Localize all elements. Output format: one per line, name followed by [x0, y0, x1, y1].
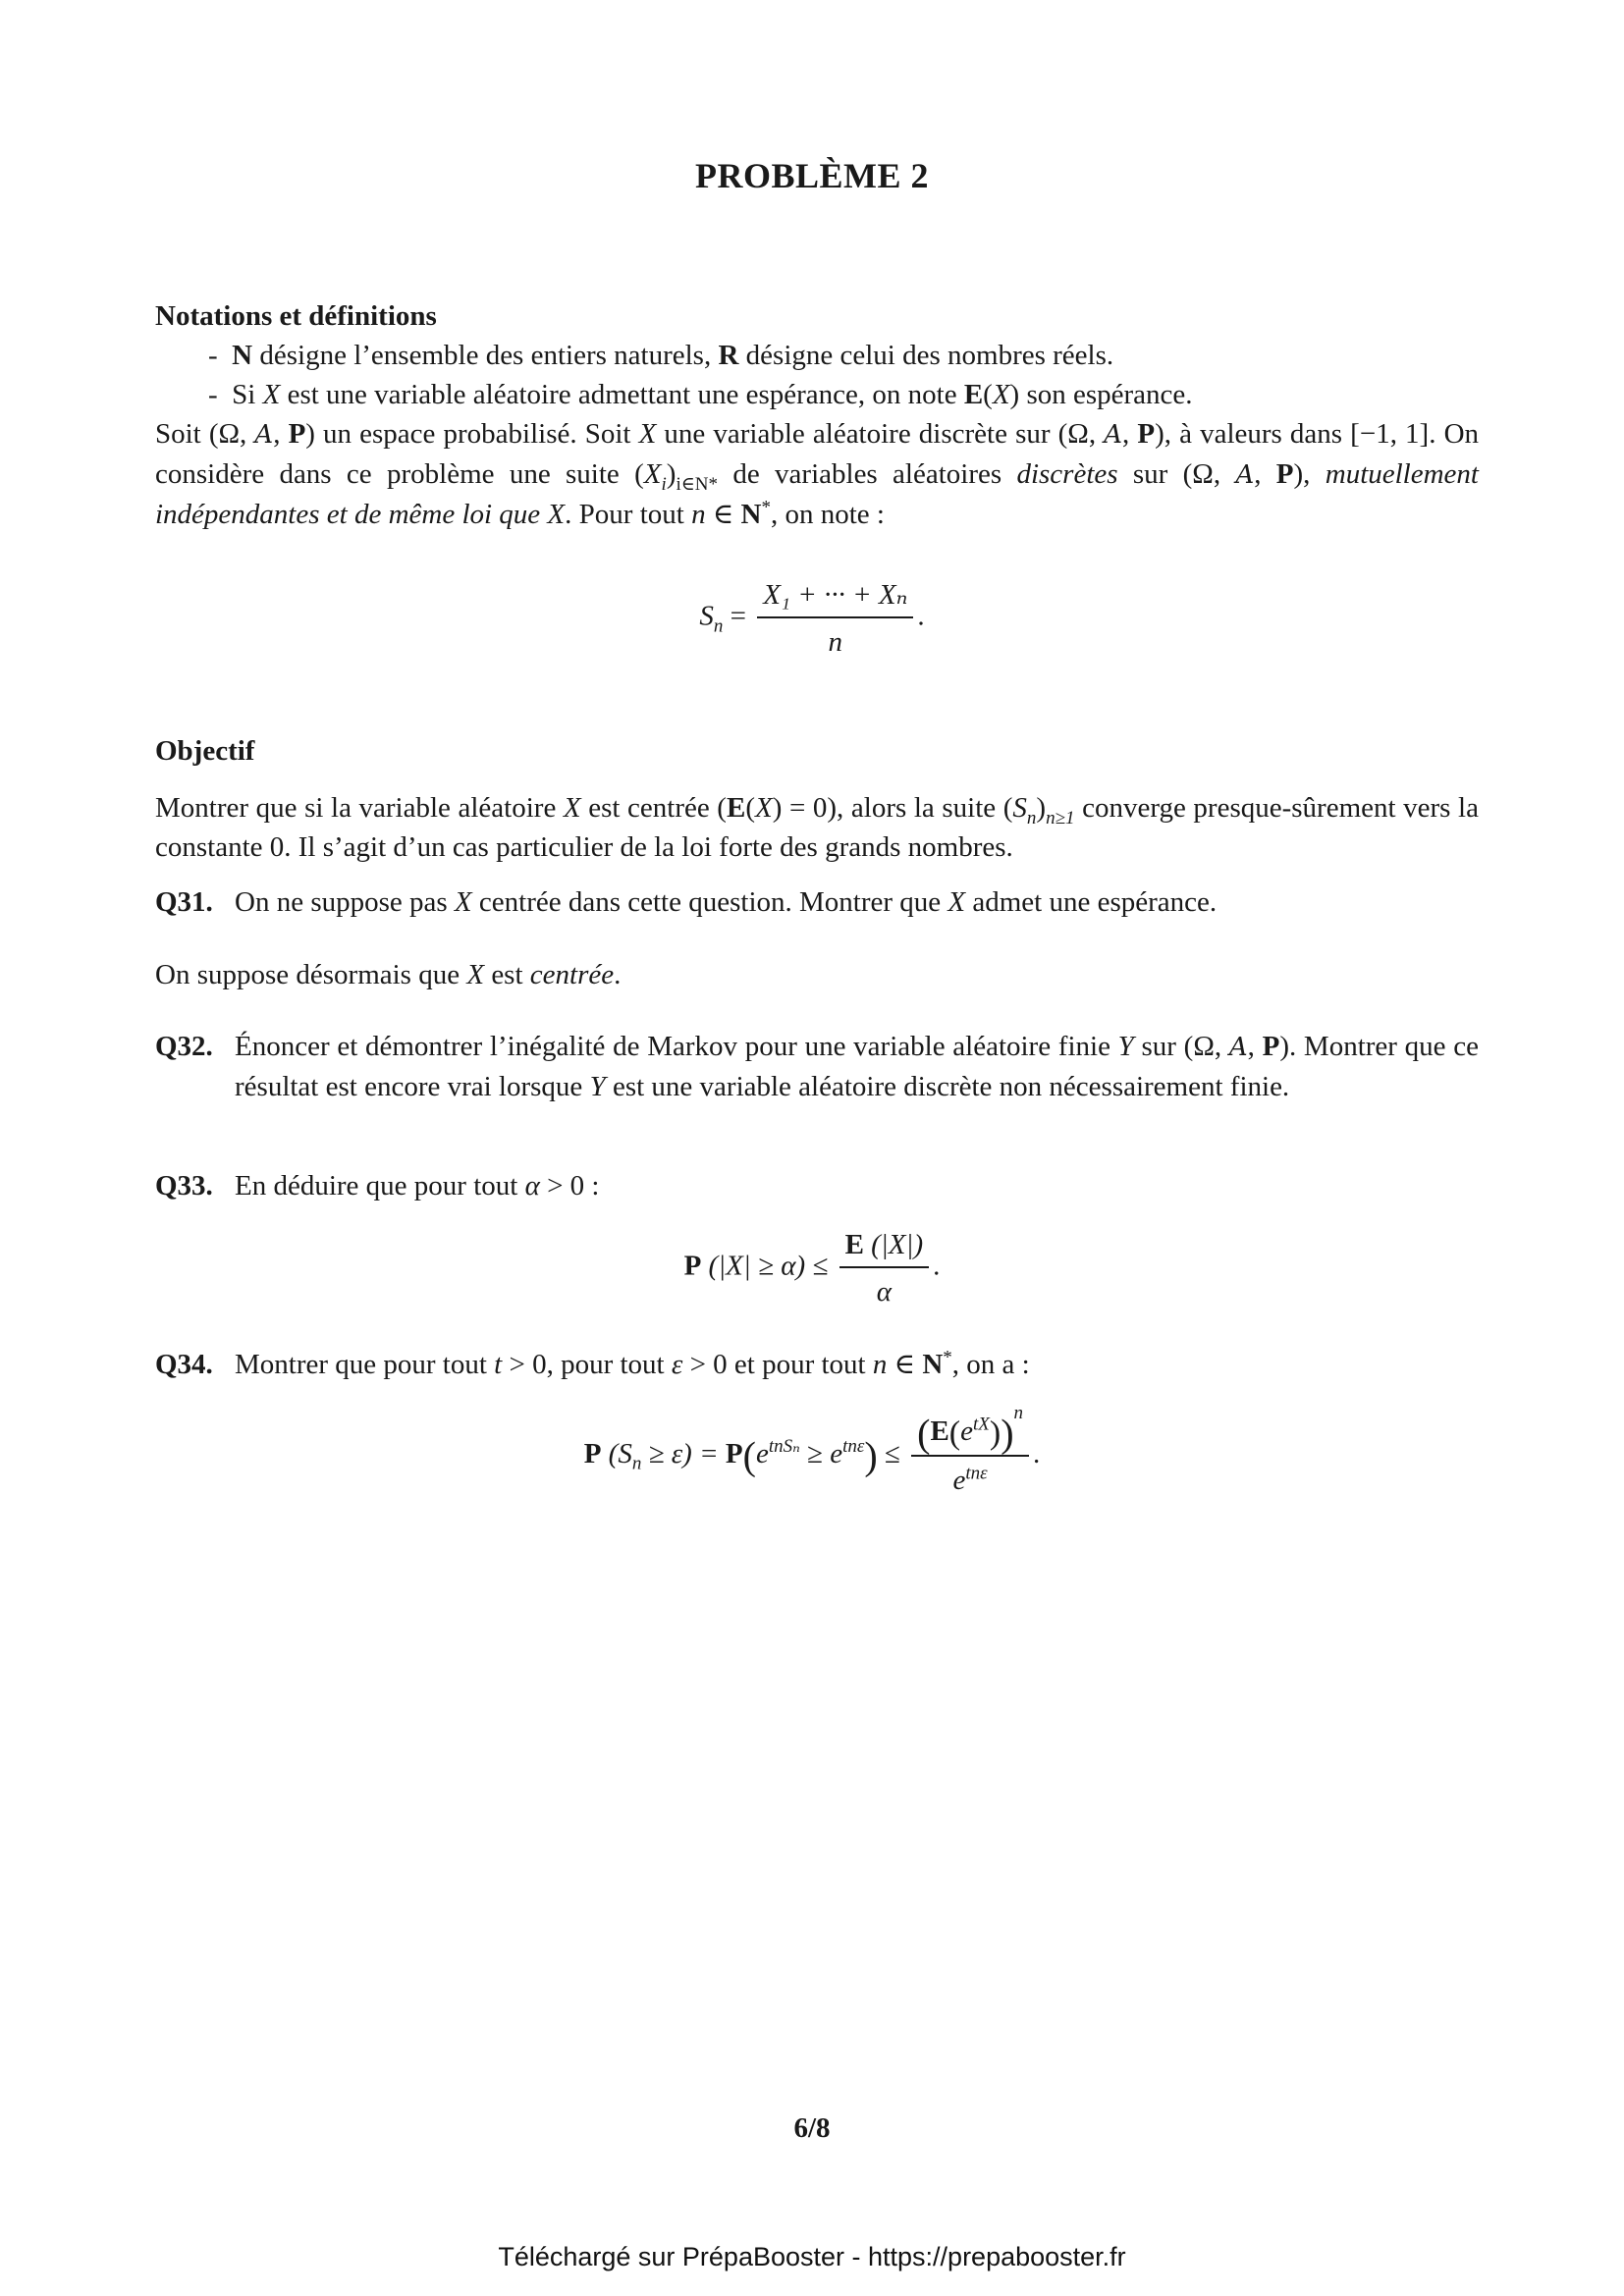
- var-S: S: [1012, 792, 1027, 824]
- fraction: [757, 577, 913, 660]
- star: *: [943, 1347, 952, 1368]
- text: ) un espace probabilisé. Soit: [305, 418, 639, 450]
- exp-e: e: [755, 1437, 769, 1469]
- symbol-R: R: [718, 340, 739, 371]
- text: > 0 et pour tout: [682, 1349, 873, 1380]
- index-range: n≥1: [1046, 807, 1075, 828]
- subscript-n: n: [1026, 807, 1037, 828]
- question-q31: [155, 882, 1479, 922]
- var-X: X: [454, 886, 472, 918]
- numerator: [839, 1227, 930, 1268]
- sigma-algebra-A: A: [1104, 420, 1122, 450]
- text: ), à valeurs dans [−1, 1]. On considère dans ce problème une suite (: [155, 418, 1480, 490]
- symbol-E: E: [726, 792, 746, 824]
- text: admet une espérance.: [965, 886, 1218, 918]
- subscript-n: n: [713, 615, 724, 637]
- numerator-rest: (|X|): [863, 1229, 924, 1260]
- symbol-P: P: [683, 1250, 702, 1282]
- text: (: [745, 792, 755, 824]
- var-n: n: [872, 1349, 888, 1380]
- text: ∈: [705, 499, 741, 530]
- question-q33: [155, 1166, 1479, 1205]
- exponent: tnSₙ: [768, 1436, 800, 1458]
- text: est une variable aléatoire discrète non nécessairement finie.: [605, 1071, 1290, 1102]
- sigma-algebra-A: A: [254, 420, 274, 450]
- emph-independance: mutuellement indépendantes et de même loi que X: [155, 458, 1479, 530]
- text: ,: [1254, 458, 1276, 490]
- symbol-E: E: [963, 379, 984, 410]
- bullet-dash: -: [208, 340, 218, 371]
- bullet-text: Si: [232, 379, 263, 410]
- text: sur (Ω,: [1133, 1031, 1229, 1062]
- var-Xi: X: [643, 458, 662, 490]
- var-Y: Y: [589, 1071, 606, 1102]
- text: On ne suppose pas: [235, 886, 455, 918]
- paren: (: [983, 379, 993, 410]
- objectif-paragraph: [155, 788, 1479, 867]
- question-label: Q32.: [155, 1031, 213, 1062]
- symbol-P: P: [725, 1437, 743, 1469]
- var-X: X: [466, 959, 485, 990]
- symbol-N: N: [740, 499, 762, 530]
- text: Montrer que pour tout: [235, 1349, 495, 1380]
- question-label: Q34.: [155, 1349, 213, 1380]
- text: On suppose désormais que: [155, 959, 467, 990]
- denominator: n: [828, 626, 843, 658]
- right-paren: ): [864, 1433, 878, 1478]
- section-heading-notations: Notations et définitions: [155, 300, 437, 332]
- notation-bullet-2: [208, 375, 1193, 414]
- bullet-text: désigne celui des nombres réels.: [738, 340, 1114, 371]
- page-title: PROBLÈME 2: [694, 156, 929, 195]
- question-text: [235, 1166, 1479, 1205]
- exponent: tX: [973, 1414, 990, 1435]
- formula-text: (S: [601, 1437, 632, 1469]
- exp-e: e: [952, 1465, 966, 1497]
- question-text: [235, 1345, 1479, 1384]
- question-label: Q33.: [155, 1170, 213, 1201]
- subscript-i: i: [661, 473, 667, 495]
- symbol-P: P: [1137, 418, 1156, 450]
- text: En déduire que pour tout: [235, 1170, 525, 1201]
- formula-lhs: (|X| ≥ α) ≤: [701, 1250, 836, 1282]
- Sn-lhs: S: [699, 600, 714, 632]
- exp-e: e: [960, 1415, 973, 1447]
- assumption-note: [155, 955, 1479, 994]
- text: converge presque-sûrement vers la constante 0. Il s’agit d’un cas particulier de la loi forte des grands nombres.: [155, 792, 1479, 863]
- text: > 0 :: [539, 1170, 600, 1201]
- emph-centree: centrée: [529, 959, 615, 990]
- text: une variable aléatoire discrète sur (Ω,: [656, 418, 1105, 450]
- fraction: [839, 1227, 930, 1309]
- formula-text: ≥ ε) =: [641, 1437, 726, 1469]
- text: , on note :: [770, 499, 885, 530]
- bullet-text: désigne l’ensemble des entiers naturels,: [252, 340, 719, 371]
- period: .: [933, 1250, 941, 1282]
- text: ,: [1247, 1031, 1263, 1062]
- question-q34: [155, 1345, 1479, 1384]
- var-X: X: [754, 792, 773, 824]
- numerator: [911, 1403, 1029, 1457]
- sigma-algebra-A: A: [1235, 460, 1255, 490]
- symbol-P: P: [288, 418, 306, 450]
- text: > 0, pour tout: [502, 1349, 672, 1380]
- text: ,: [273, 418, 289, 450]
- text: Énoncer et démontrer l’inégalité de Markov pour une variable aléatoire finie: [235, 1031, 1118, 1062]
- notations-paragraph: [155, 414, 1479, 534]
- var-n: n: [691, 499, 706, 530]
- notation-bullet-1: [208, 336, 1113, 375]
- text: Montrer que si la variable aléatoire: [155, 792, 564, 824]
- bullet-dash: -: [208, 379, 218, 410]
- left-paren: (: [948, 1415, 961, 1452]
- var-X: X: [992, 379, 1010, 410]
- formula-markov: [0, 1227, 1624, 1309]
- text: ∈: [887, 1349, 923, 1380]
- question-label: Q31.: [155, 886, 213, 918]
- exponent: tnε: [842, 1436, 865, 1458]
- symbol-N: N: [232, 340, 253, 371]
- left-paren: (: [742, 1433, 756, 1478]
- var-t: t: [494, 1349, 503, 1380]
- footer-download-notice: Téléchargé sur PrépaBooster - https://prepabooster.fr: [498, 2242, 1126, 2271]
- section-heading-objectif: Objectif: [155, 735, 255, 767]
- subscript-n: n: [631, 1453, 642, 1474]
- question-text: [235, 882, 1479, 922]
- text: est centrée (: [580, 792, 727, 824]
- exp-e: e: [830, 1437, 843, 1469]
- symbol-P: P: [1262, 1031, 1280, 1062]
- denominator: [911, 1457, 1029, 1498]
- bullet-text: est une variable aléatoire admettant une espérance, on note: [280, 379, 964, 410]
- text: . Pour tout: [565, 499, 692, 530]
- text: ): [666, 458, 677, 490]
- question-q32: [155, 1027, 1479, 1106]
- text: est: [484, 959, 530, 990]
- text: .: [614, 959, 622, 990]
- equals: =: [723, 600, 754, 632]
- text: ) = 0), alors la suite (: [772, 792, 1013, 824]
- leq: ≤: [877, 1437, 908, 1469]
- bullet-text: ) son espérance.: [1009, 379, 1193, 410]
- power-n: n: [1013, 1403, 1024, 1423]
- symbol-E: E: [930, 1415, 949, 1447]
- geq: ≥: [799, 1437, 831, 1469]
- var-X: X: [563, 792, 581, 824]
- symbol-N: N: [922, 1349, 944, 1380]
- fraction: [911, 1403, 1029, 1498]
- denominator: α: [876, 1276, 892, 1308]
- numerator: X₁ + ··· + Xₙ: [757, 577, 913, 618]
- var-epsilon: ε: [671, 1349, 683, 1380]
- symbol-P: P: [1275, 458, 1294, 490]
- text: ),: [1293, 458, 1326, 490]
- text: ). Montrer que ce résultat est encore vrai lorsque: [235, 1031, 1479, 1102]
- text: centrée dans cette question. Montrer que: [471, 886, 948, 918]
- text: de variables aléatoires: [718, 458, 1017, 490]
- var-alpha: α: [524, 1170, 540, 1201]
- sigma-algebra-A: A: [1228, 1033, 1248, 1062]
- symbol-E: E: [844, 1229, 864, 1260]
- question-text: [235, 1027, 1479, 1106]
- text: sur (Ω,: [1117, 458, 1236, 490]
- var-Y: Y: [1117, 1031, 1134, 1062]
- right-paren: ): [989, 1415, 1001, 1452]
- star: *: [761, 497, 771, 518]
- page-number: 6/8: [793, 2112, 831, 2144]
- symbol-P: P: [583, 1437, 602, 1469]
- text: Soit (Ω,: [155, 418, 255, 450]
- text: , on a :: [951, 1349, 1030, 1380]
- right-paren: ): [1001, 1411, 1014, 1456]
- formula-chernoff: [0, 1403, 1624, 1498]
- var-X: X: [638, 418, 657, 450]
- formula-Sn: [0, 577, 1624, 660]
- period: .: [1033, 1437, 1041, 1469]
- text: ,: [1122, 418, 1138, 450]
- left-paren: (: [917, 1411, 931, 1456]
- exponent: tnε: [965, 1463, 988, 1484]
- text: ): [1036, 792, 1047, 824]
- var-X: X: [262, 379, 281, 410]
- emph-discretes: discrètes: [1016, 458, 1118, 490]
- var-X: X: [947, 886, 966, 918]
- index-set: i∈N*: [676, 473, 719, 495]
- period: .: [917, 600, 925, 632]
